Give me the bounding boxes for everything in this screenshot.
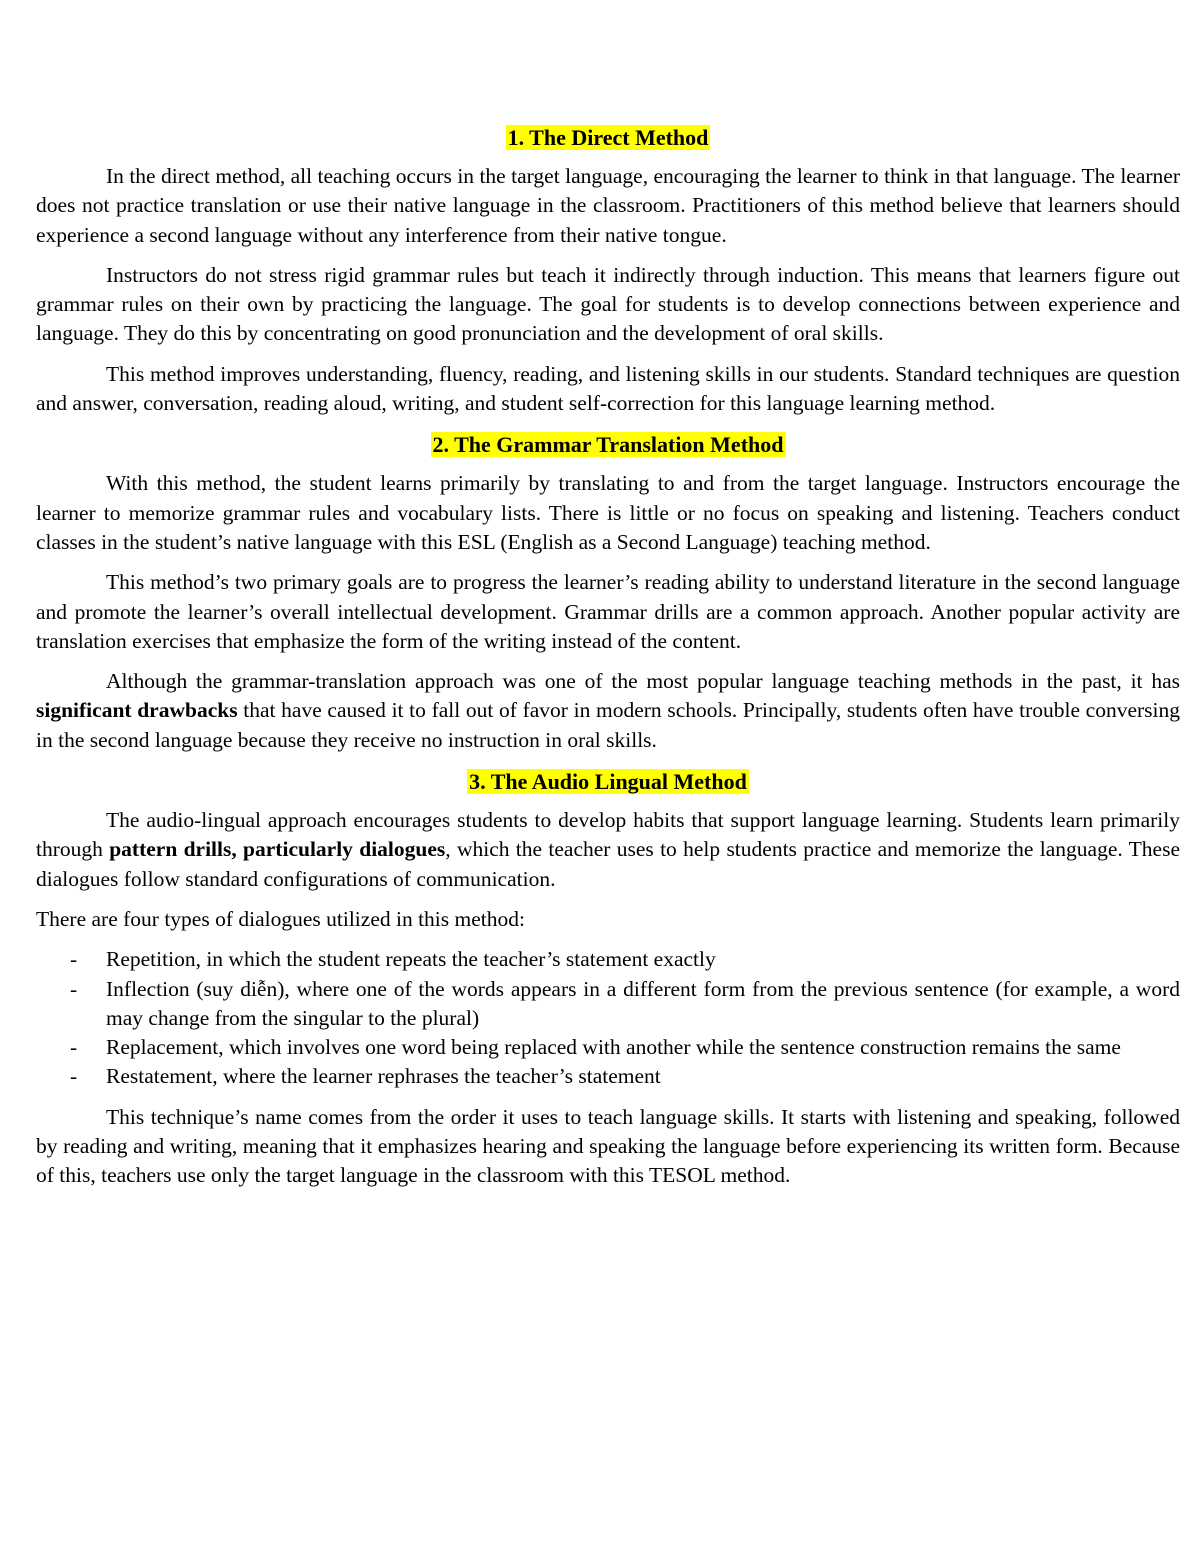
paragraph: Although the grammar-translation approach was one of the most popular language teaching methods in the past, it has significant drawbacks that have caused it to fall out of favor in modern schools. Principally, students often have trouble conversing in the second language because they receive no instruction in oral skills. — [36, 669, 1181, 752]
dialogue-types-list — [36, 945, 1180, 1091]
bold-phrase: significant drawbacks — [36, 698, 238, 723]
paragraph: This technique’s name comes from the order it uses to teach language skills. It starts with listening and speaking, followed by reading and writing, meaning that it emphasizes hearing and speaking the language before experiencing its written form. Because of this, teachers use only the target language in the classroom with this TESOL method. — [36, 1104, 1180, 1188]
section-heading-grammar-translation: 2. The Grammar Translation Method — [432, 432, 784, 458]
section-heading-audio-lingual: 3. The Audio Lingual Method — [469, 769, 747, 795]
paragraph: The audio-lingual approach encourages students to develop habits that support language learning. Students learn primarily through pattern drills, particularly dialogues, which the teacher uses to help students practice and memorize the language. These dialogues follow standard configurations of communication. — [36, 808, 1180, 891]
paragraph: This method’s two primary goals are to progress the learner’s reading ability to understand literature in the second language and promote the learner’s overall intellectual development. Grammar drills are a common approach. Another popular activity are translation exercises that emphasize the form of the writing instead of the content. — [36, 570, 1180, 653]
bullet-marker: - — [70, 947, 78, 972]
list-intro: There are four types of dialogues utilized in this method: — [36, 906, 525, 931]
list-item: - Replacement, which involves one word being replaced with another while the sentence construction remains the same — [36, 1033, 1180, 1062]
paragraph: With this method, the student learns primarily by translating to and from the target language. Instructors encourage the learner to memorize grammar rules and vocabulary lists. There is little or no focus on speaking and listening. Teachers conduct classes in the student’s native language with this ESL (English as a Second Language) teaching method. — [36, 471, 1180, 554]
bullet-marker: - — [70, 1035, 78, 1060]
paragraph: In the direct method, all teaching occurs in the target language, encouraging the learner to think in that language. The learner does not practice translation or use their native language in the classroom. Practitioners of this method believe that learners should experience a second language without any interference from their native tongue. — [36, 164, 1180, 247]
paragraph: Instructors do not stress rigid grammar rules but teach it indirectly through induction. This means that learners figure out grammar rules on their own by practicing the language. The goal for students is to develop connections between experience and language. They do this by concentrating on good pronunciation and the development of oral skills. — [36, 262, 1180, 346]
list-item: - Inflection (suy diễn), where one of the words appears in a different form from the previous sentence (for example, a word may change from the singular to the plural) — [70, 976, 1180, 1030]
list-item: - Repetition, in which the student repeats the teacher’s statement exactly — [36, 945, 1180, 974]
list-item: - Restatement, where the learner rephrases the teacher’s statement — [36, 1062, 1180, 1091]
bold-phrase: pattern drills, particularly dialogues — [109, 837, 446, 862]
paragraph: This method improves understanding, fluency, reading, and listening skills in our students. Standard techniques are question and answer, conversation, reading aloud, writing, and student self-correction for this language learning method. — [36, 361, 1180, 416]
bullet-marker: - — [70, 1064, 78, 1089]
section-heading-direct-method: 1. The Direct Method — [507, 125, 709, 150]
bullet-marker: - — [70, 976, 78, 1001]
